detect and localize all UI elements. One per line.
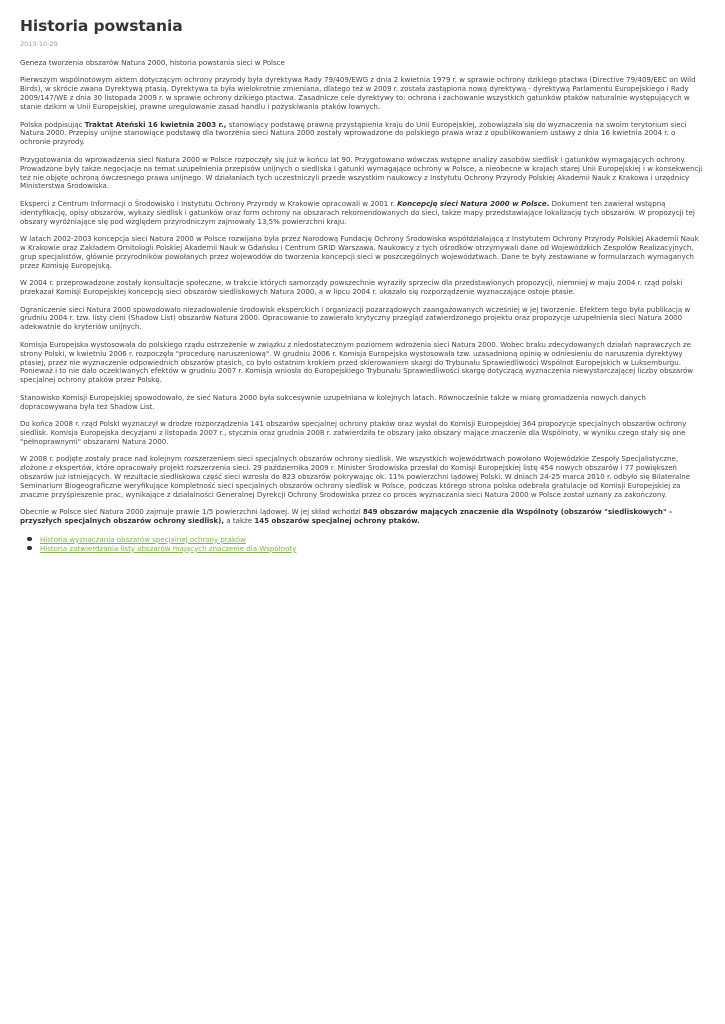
link-sci-history[interactable]: Historia zatwierdzania listy obszarów mających znaczenie dla Wspólnoty <box>40 543 297 553</box>
paragraph-2 <box>20 121 705 148</box>
page-title: Historia powstania <box>20 17 183 35</box>
article-intro: Geneza tworzenia obszarów Natura 2000, historia powstania sieci w Polsce <box>20 58 285 67</box>
paragraph-2-text-c: stanowiący podstawę prawną przystąpienia kraju do Unii Europejskiej, zobowiązała się do wyznaczenia na swoim terytorium sieci Natura 2000. Przepisy unijne stanowiące podstawę dla tworzenia sieci Natura 2000 zostały wprowadzone do polskiego prawa wraz z opublikowaniem ustawy z dnia 16 kwietnia 2004 r. o ochronie przyrody. <box>20 119 687 147</box>
paragraph-3: Przygotowania do wprowadzenia sieci Natura 2000 w Polsce rozpoczęły się już w końcu lat 90. Przygotowano wówczas wstępne analizy zasobów siedlisk i gatunków wymagających ochrony. Prowadzone były także negocjacje na temat uzupełnienia przepisów unijnych o siedliska i gatunki wymagające ochrony w Polsce, a nieobecne w krajach starej Unii Europejskiej i w konsekwencji też nie objęte ochroną ówczesnego prawa unijnego. W działaniach tych uczestniczyli przede wszystkim naukowcy z Instytutu Ochrony Przyrody Polskiej Akademii Nauk z Krakowa i urzędnicy Ministerstwa Środowiska. <box>20 154 703 191</box>
concept-highlight: Koncepcję sieci Natura 2000 w Polsce. <box>397 198 550 208</box>
paragraph-4 <box>20 200 705 227</box>
paragraph-2-text-a: Polska podpisując <box>20 119 85 129</box>
paragraph-12-text-a: Obecnie w Polsce sieć Natura 2000 zajmuje prawie 1/5 powierzchni lądowej. W jej skład wchodzi <box>20 507 363 517</box>
paragraph-10: Do końca 2008 r. rząd Polski wyznaczył w drodze rozporządzenia 141 obszarów specjalnej ochrony ptaków oraz wysłał do Komisji Europejskiej 364 propozycje specjalnych obszarów ochrony siedlisk. Komisja Europejska decyzjami z listopada 2007 r., stycznia oraz grudnia 2008 r. zatwierdziła te obszary jako obszary mające znaczenie dla Wspólnoty, w wyniku czego stały się one "pełnoprawnymi" obszarami Natura 2000. <box>20 419 687 446</box>
link-spa-history[interactable]: Historia wyznaczania obszarów specjalnej ochrony ptaków <box>40 534 246 544</box>
treaty-highlight: Traktat Ateński 16 kwietnia 2003 r., <box>84 119 227 129</box>
paragraph-4-text-c: Dokument ten zawierał wstępną identyfikację, opisy obszarów, wykazy siedlisk i gatunków oraz form ochrony na obszarach rekomendowanych do sieci, także mapy przedstawiające lokalizację tych obszarów. W propozycji tej obszary wyróżniające się pod względem przyrodniczym zajmowały 13,5% powierzchni kraju. <box>20 198 695 226</box>
paragraph-12 <box>20 508 705 526</box>
related-links <box>20 535 705 553</box>
paragraph-9: Stanowisko Komisji Europejskiej spowodowało, że sieć Natura 2000 była sukcesywnie uzupełniana w kolejnych latach. Równocześnie także w miarę gromadzenia nowych danych dopracowywana była też Shadow List. <box>20 392 646 411</box>
sci-count-highlight: 849 obszarów mających znaczenie dla Wspólnoty (obszarów "siedliskowych" - przyszłych specjalnych obszarów ochrony siedlisk), <box>20 507 673 526</box>
paragraph-11: W 2008 r. podjęte zostały prace nad kolejnym rozszerzeniem sieci specjalnych obszarów ochrony siedlisk. We wszystkich województwach powołano Wojewódzkie Zespoły Specjalistyczne, złożone z ekspertów, które opracowały projekt rozszerzenia sieci. 29 października 2009 r. Minister Środowiska przesłał do Komisji Europejskiej listę 454 nowych obszarów i 77 powiększeń obszarów już istniejących. W rezultacie siedliskowa część sieci wzrosła do 823 obszarów pokrywając ok. 11% powierzchni lądowej Polski. W dniach 24-25 marca 2010 r. odbyło się Bilateralne Seminarium Biogeograficzne weryfikujące kompletność sieci specjalnych obszarów ochrony siedlisk w Polsce, podczas którego strona polska odebrała gratulacje od Komisji Europejskiej za znaczne przyśpieszenie prac, wynikające z działalności Generalnej Dyrekcji Ochrony Środowiska przez co proces wyznaczania sieci Natura 2000 w Polsce został uznany za zakończony. <box>20 454 691 499</box>
paragraph-12-text-c: a także <box>224 516 255 526</box>
list-item <box>40 535 705 544</box>
paragraph-1: Pierwszym wspólnotowym aktem dotyczącym ochrony przyrody była dyrektywa Rady 79/409/EWG z dnia 2 kwietnia 1979 r. w sprawie ochrony dzikiego ptactwa (Directive 79/409/EEC on Wild Birds), w skrócie zwana Dyrektywą ptasią. Dyrektywa ta była wielokrotnie zmieniana, dlatego też w 2009 r. została zastąpiona nową dyrektywą - dyrektywą Parlamentu Europejskiego i Rady 2009/147/WE z dnia 30 listopada 2009 r. w sprawie ochrony dzikiego ptactwa. Zasadnicze cele dyrektywy to: ochrona i zachowanie wszystkich gatunków ptaków naturalnie występujących w stanie dzikim w Unii Europejskiej, prawne uregulowanie zasad handlu i pozyskiwania ptaków łownych. <box>20 75 696 112</box>
paragraph-6: W 2004 r. przeprowadzone zostały konsultacje społeczne, w trakcie których samorządy powszechnie wyraziły sprzeciw dla przedstawionych propozycji, niemniej w maju 2004 r. rząd polski przekazał Komisji Europejskiej koncepcję sieci obszarów siedliskowych Natura 2000, a w lipcu 2004 r. ukazało się rozporządzenie wyznaczające ostoje ptasie. <box>20 278 683 297</box>
paragraph-8: Komisja Europejska wystosowała do polskiego rządu ostrzeżenie w związku z niedostatecznym poziomem wdrożenia sieci Natura 2000. Wobec braku zdecydowanych działań naprawczych ze strony Polski, w kwietniu 2006 r. rozpoczęła "procedurę naruszeniową". W grudniu 2006 r. Komisja Europejska wystosowała tzw. uzasadnioną opinię w odniesieniu do naruszenia dyrektywy ptasiej, przez nie wyznaczenie odpowiednich obszarów ptasich, co było ostatnim krokiem przed skierowaniem skargi do Trybunału Sprawiedliwości Wspólnot Europejskich w Luksemburgu. Ponieważ i to nie dało oczekiwanych efektów w grudniu 2007 r. Komisja wniosła do Europejskiego Trybunału Sprawiedliwości skargę dotyczącą wyznaczenia niewystarczającej liczby obszarów specjalnej ochrony ptaków przez Polskę. <box>20 339 694 385</box>
paragraph-5: W latach 2002-2003 koncepcja sieci Natura 2000 w Polsce rozwijana była przez Narodową Fundację Ochrony Środowiska współdziałającą z Instytutem Ochrony Przyrody Polskiej Akademii Nauk w Krakowie oraz Zakładem Ornitologii Polskiej Akademii Nauk w Gdańsku i Centrum GRID Warszawa. Naukowcy z tych ośrodków otrzymywali dane od Wojewódzkich Zespołów Realizacyjnych, grup specjalistów, głównie przyrodników powołanych przez wojewodów do tworzenia koncepcji sieci w poszczególnych województwach. Dane te były zestawiane w formularzach wymaganych przez Komisję Europejską. <box>20 234 699 270</box>
article-body <box>20 59 705 553</box>
bullet-icon <box>27 537 32 542</box>
spa-count-highlight: 145 obszarów specjalnej ochrony ptaków. <box>254 516 420 526</box>
article-date: 2013-10-29 <box>20 40 58 48</box>
list-item <box>40 544 705 553</box>
paragraph-7: Ograniczenie sieci Natura 2000 spowodowało niezadowolenie środowisk eksperckich i organizacji pozarządowych zaangażowanych wcześniej w jej tworzenie. Efektem tego była publikacja w grudniu 2004 r. tzw. listy cieni (Shadow List) obszarów Natura 2000. Opracowanie to zawierało krytyczny przegląd zatwierdzonego projektu oraz propozycje uzupełnienia sieci Natura 2000 adekwatnie do kryteriów unijnych. <box>20 304 691 332</box>
paragraph-4-text-a: Eksperci z Centrum Informacji o Środowisku i Instytutu Ochrony Przyrody w Krakowie opracowali w 2001 r. <box>20 198 398 208</box>
bullet-icon <box>27 546 32 551</box>
